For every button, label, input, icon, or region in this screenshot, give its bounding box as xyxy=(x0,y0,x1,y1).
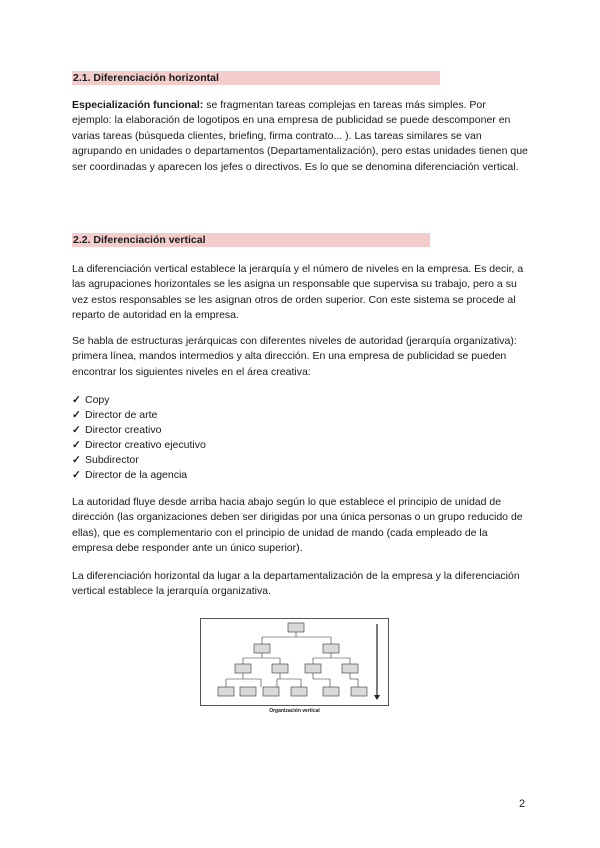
paragraph-text: se fragmentan tareas complejas en tareas más simples. Por ejemplo: la elaboración de logotipos en una empresa de publicidad se puede descomponer en varias tareas (búsqueda clientes, briefing, firma contrato... ). Las tareas similares se van agrupando en unidades o departamentos (Departamentalización), pero estas unidades tienen que ser coordinadas y aparecen los jefes o directivos. Es lo que se denomina diferenciación vertical. xyxy=(72,99,528,173)
page-number: 2 xyxy=(519,798,526,810)
org-box xyxy=(288,623,304,632)
list-item xyxy=(72,408,206,423)
org-box xyxy=(305,664,321,673)
check-icon: ✓ xyxy=(72,454,81,466)
check-icon: ✓ xyxy=(72,409,81,421)
org-box xyxy=(218,687,234,696)
list-item xyxy=(72,423,206,438)
org-box xyxy=(254,644,270,653)
section-heading-vertical xyxy=(72,233,430,247)
list-item-label: Director de la agencia xyxy=(85,469,188,481)
org-box xyxy=(291,687,307,696)
list-item-label: Copy xyxy=(85,394,110,406)
check-icon: ✓ xyxy=(72,394,81,406)
arrow-down-icon xyxy=(374,624,380,700)
org-box xyxy=(263,687,279,696)
org-box xyxy=(342,664,358,673)
org-box xyxy=(323,687,339,696)
list-item-label: Director creativo xyxy=(85,424,162,436)
heading-text: 2.1. Diferenciación horizontal xyxy=(73,72,219,84)
paragraph-hierarchy: Se habla de estructuras jerárquicas con diferentes niveles de autoridad (jerarquía organizativa): primera línea, mandos intermedios y alta dirección. En una empresa de publicidad se pueden encontrar los siguientes niveles en el área creativa: xyxy=(72,335,517,378)
list-item xyxy=(72,468,206,483)
org-box xyxy=(351,687,367,696)
term-label: Especialización funcional: xyxy=(72,99,204,111)
paragraph-conclusion: La diferenciación horizontal da lugar a la departamentalización de la empresa y la diferenciación vertical establece la jerarquía organizativa. xyxy=(72,570,520,598)
org-box xyxy=(240,687,256,696)
list-item xyxy=(72,393,206,408)
connector-lines xyxy=(226,631,358,687)
paragraph-specialization xyxy=(72,98,528,175)
org-box xyxy=(235,664,251,673)
org-chart-diagram xyxy=(201,619,388,705)
list-item-label: Director de arte xyxy=(85,409,158,421)
check-icon: ✓ xyxy=(72,469,81,481)
org-chart-figure xyxy=(200,618,389,706)
levels-checklist xyxy=(72,393,206,483)
paragraph-vertical-intro: La diferenciación vertical establece la jerarquía y el número de niveles en la empresa. Es decir, a las agrupaciones horizontales se les asigna un responsable que supervisa su trabajo, pero a su vez estos responsables se les asignan otros de orden superior. Con este sistema se procede al reparto de autoridad en la empresa. xyxy=(72,263,524,322)
section-heading-horizontal xyxy=(72,71,440,85)
check-icon: ✓ xyxy=(72,424,81,436)
figure-caption: Organización vertical xyxy=(269,708,320,714)
check-icon: ✓ xyxy=(72,439,81,451)
heading-text: 2.2. Diferenciación vertical xyxy=(73,234,206,246)
org-box xyxy=(323,644,339,653)
list-item xyxy=(72,438,206,453)
list-item-label: Director creativo ejecutivo xyxy=(85,439,206,451)
list-item xyxy=(72,453,206,468)
list-item-label: Subdirector xyxy=(85,454,139,466)
paragraph-authority: La autoridad fluye desde arriba hacia abajo según lo que establece el principio de unidad de dirección (las organizaciones deben ser dirigidas por una única personas o un grupo reducido de ellas), que es complementario con el principio de unidad de mando (cada empleado de la empresa debe responder ante un único superior). xyxy=(72,496,523,555)
org-box xyxy=(272,664,288,673)
